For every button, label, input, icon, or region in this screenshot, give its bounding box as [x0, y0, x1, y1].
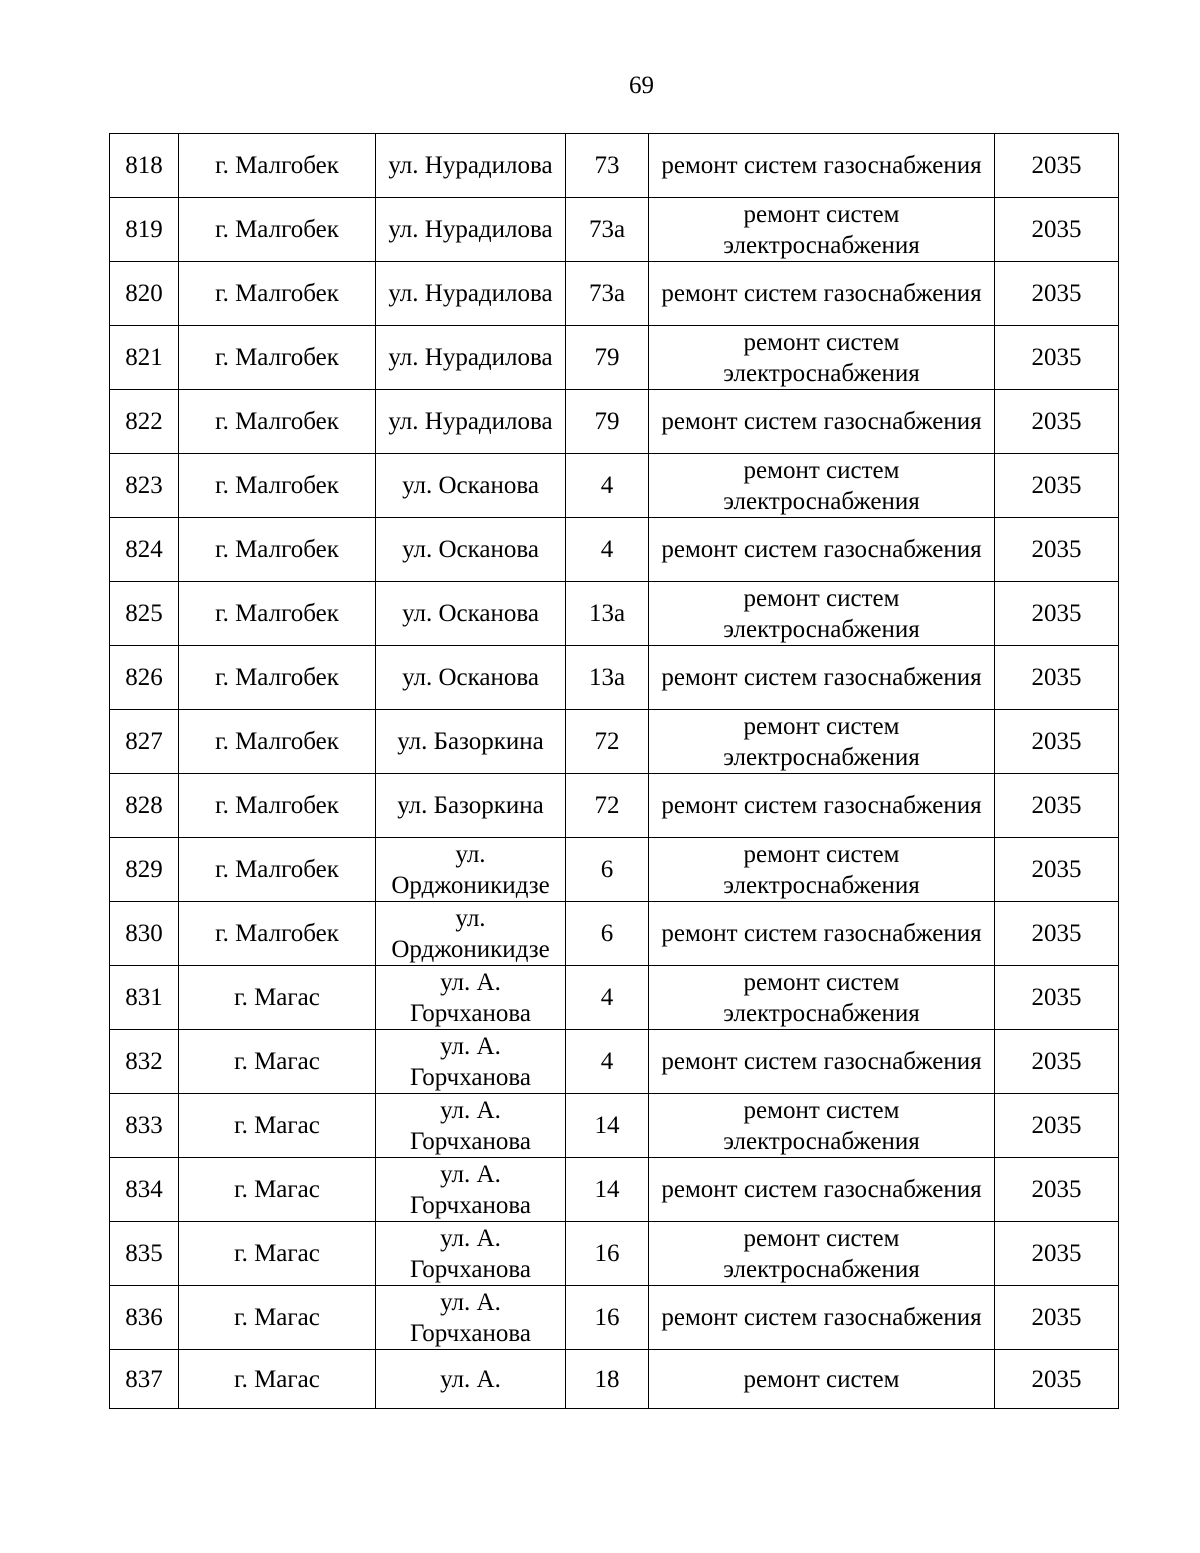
house-number-cell-text: 6 — [600, 920, 614, 947]
house-number-cell-text: 13а — [588, 600, 626, 627]
work-type-cell-text: ремонт систем электроснабжения — [723, 712, 920, 771]
table-row — [110, 646, 1119, 710]
year-cell — [995, 518, 1119, 582]
work-type-cell-text: ремонт систем газоснабжения — [661, 1176, 982, 1203]
house-number-cell-text: 72 — [594, 728, 620, 755]
row-number-text: 830 — [125, 920, 163, 947]
street-cell-text: ул. Базоркина — [397, 728, 544, 755]
house-number-cell — [566, 326, 649, 390]
city-cell-text: г. Малгобек — [215, 920, 339, 947]
house-number-cell — [566, 1094, 649, 1158]
year-cell-text: 2035 — [1031, 344, 1082, 371]
street-cell — [376, 198, 566, 262]
house-number-cell — [566, 390, 649, 454]
work-type-cell — [649, 966, 995, 1030]
year-cell-text: 2035 — [1031, 600, 1082, 627]
work-type-cell — [649, 838, 995, 902]
row-number — [110, 646, 179, 710]
row-number — [110, 134, 179, 198]
table-row — [110, 1222, 1119, 1286]
table-row — [110, 774, 1119, 838]
street-cell — [376, 774, 566, 838]
year-cell — [995, 774, 1119, 838]
house-number-cell-text: 14 — [594, 1112, 620, 1139]
street-cell-text: ул. А. Горчханова — [410, 1032, 531, 1091]
street-cell — [376, 518, 566, 582]
work-type-cell — [649, 1350, 995, 1409]
street-cell — [376, 1030, 566, 1094]
row-number — [110, 262, 179, 326]
street-cell-text: ул. Орджоникидзе — [391, 840, 550, 899]
street-cell — [376, 454, 566, 518]
house-number-cell — [566, 1030, 649, 1094]
street-cell-text: ул. А. Горчханова — [410, 1096, 531, 1155]
work-type-cell-text: ремонт систем газоснабжения — [661, 152, 982, 179]
row-number — [110, 902, 179, 966]
house-number-cell — [566, 1286, 649, 1350]
work-type-cell — [649, 326, 995, 390]
city-cell-text: г. Малгобек — [215, 152, 339, 179]
table-row — [110, 198, 1119, 262]
row-number — [110, 1222, 179, 1286]
work-type-cell — [649, 390, 995, 454]
work-type-cell-text: ремонт систем электроснабжения — [723, 584, 920, 643]
house-number-cell-text: 73а — [588, 280, 626, 307]
city-cell — [179, 390, 376, 454]
street-cell-text: ул. Осканова — [402, 536, 539, 563]
house-number-cell-text: 18 — [594, 1365, 620, 1393]
row-number-text: 826 — [125, 664, 163, 691]
year-cell — [995, 1350, 1119, 1409]
house-number-cell — [566, 134, 649, 198]
city-cell — [179, 966, 376, 1030]
house-number-cell-text: 6 — [600, 856, 614, 883]
row-number — [110, 1094, 179, 1158]
year-cell — [995, 326, 1119, 390]
year-cell-text: 2035 — [1031, 280, 1082, 307]
table-row — [110, 390, 1119, 454]
row-number-text: 818 — [125, 152, 163, 179]
city-cell-text: г. Магас — [234, 1176, 320, 1203]
work-type-cell — [649, 518, 995, 582]
street-cell — [376, 902, 566, 966]
year-cell — [995, 454, 1119, 518]
work-type-cell-text: ремонт систем газоснабжения — [661, 792, 982, 819]
year-cell — [995, 262, 1119, 326]
year-cell — [995, 710, 1119, 774]
street-cell — [376, 134, 566, 198]
year-cell — [995, 134, 1119, 198]
city-cell — [179, 1094, 376, 1158]
work-type-cell-text: ремонт систем электроснабжения — [723, 200, 920, 259]
row-number — [110, 774, 179, 838]
row-number-text: 832 — [125, 1048, 163, 1075]
house-number-cell-text: 73а — [588, 216, 626, 243]
work-type-cell — [649, 198, 995, 262]
table-row — [110, 710, 1119, 774]
year-cell — [995, 902, 1119, 966]
house-number-cell — [566, 518, 649, 582]
city-cell — [179, 518, 376, 582]
table-row — [110, 966, 1119, 1030]
city-cell-text: г. Малгобек — [215, 344, 339, 371]
city-cell-text: г. Магас — [234, 1048, 320, 1075]
city-cell-text: г. Малгобек — [215, 856, 339, 883]
street-cell — [376, 838, 566, 902]
year-cell-text: 2035 — [1031, 408, 1082, 435]
table-row — [110, 902, 1119, 966]
street-cell — [376, 326, 566, 390]
year-cell-text: 2035 — [1031, 856, 1082, 883]
year-cell-text: 2035 — [1031, 216, 1082, 243]
house-number-cell — [566, 838, 649, 902]
street-cell — [376, 262, 566, 326]
table-body — [110, 134, 1119, 1409]
street-cell-text: ул. А. — [440, 1365, 501, 1393]
year-cell-text: 2035 — [1031, 984, 1082, 1011]
city-cell-text: г. Малгобек — [215, 600, 339, 627]
house-number-cell — [566, 454, 649, 518]
work-type-cell-text: ремонт систем электроснабжения — [723, 840, 920, 899]
house-number-cell — [566, 710, 649, 774]
street-cell-text: ул. А. Горчханова — [410, 968, 531, 1027]
city-cell-text: г. Магас — [234, 984, 320, 1011]
street-cell-text: ул. Осканова — [402, 600, 539, 627]
table-row — [110, 1030, 1119, 1094]
year-cell-text: 2035 — [1031, 472, 1082, 499]
street-cell — [376, 646, 566, 710]
year-cell-text: 2035 — [1031, 536, 1082, 563]
house-number-cell-text: 16 — [594, 1240, 620, 1267]
year-cell-text: 2035 — [1031, 1048, 1082, 1075]
house-number-cell-text: 73 — [594, 152, 620, 179]
street-cell — [376, 710, 566, 774]
city-cell — [179, 198, 376, 262]
street-cell-text: ул. Нурадилова — [388, 152, 553, 179]
work-type-cell — [649, 134, 995, 198]
street-cell — [376, 1222, 566, 1286]
row-number — [110, 390, 179, 454]
table-row — [110, 838, 1119, 902]
row-number — [110, 1286, 179, 1350]
house-number-cell-text: 13а — [588, 664, 626, 691]
table-row — [110, 582, 1119, 646]
work-type-cell — [649, 710, 995, 774]
house-number-cell — [566, 198, 649, 262]
house-number-cell-text: 4 — [600, 472, 614, 499]
house-number-cell — [566, 582, 649, 646]
year-cell — [995, 966, 1119, 1030]
city-cell — [179, 1350, 376, 1409]
year-cell — [995, 1030, 1119, 1094]
work-type-cell — [649, 1286, 995, 1350]
row-number-text: 836 — [125, 1304, 163, 1331]
work-type-cell-text: ремонт систем электроснабжения — [723, 456, 920, 515]
year-cell — [995, 1094, 1119, 1158]
city-cell-text: г. Малгобек — [215, 216, 339, 243]
repair-schedule-table — [109, 133, 1119, 1409]
city-cell-text: г. Малгобек — [215, 664, 339, 691]
city-cell — [179, 710, 376, 774]
house-number-cell — [566, 902, 649, 966]
city-cell — [179, 902, 376, 966]
work-type-cell-text: ремонт систем электроснабжения — [723, 328, 920, 387]
year-cell-text: 2035 — [1031, 1240, 1082, 1267]
row-number — [110, 966, 179, 1030]
house-number-cell — [566, 262, 649, 326]
house-number-cell-text: 14 — [594, 1176, 620, 1203]
row-number-text: 828 — [125, 792, 163, 819]
table-row — [110, 1094, 1119, 1158]
house-number-cell — [566, 1350, 649, 1409]
street-cell-text: ул. Осканова — [402, 664, 539, 691]
street-cell-text: ул. Нурадилова — [388, 344, 553, 371]
city-cell — [179, 1030, 376, 1094]
city-cell-text: г. Малгобек — [215, 536, 339, 563]
house-number-cell-text: 16 — [594, 1304, 620, 1331]
row-number-text: 827 — [125, 728, 163, 755]
street-cell — [376, 390, 566, 454]
work-type-cell — [649, 454, 995, 518]
house-number-cell-text: 4 — [600, 984, 614, 1011]
row-number — [110, 838, 179, 902]
year-cell — [995, 1286, 1119, 1350]
work-type-cell-text: ремонт систем газоснабжения — [661, 1048, 982, 1075]
work-type-cell-text: ремонт систем электроснабжения — [723, 968, 920, 1027]
street-cell — [376, 1286, 566, 1350]
city-cell-text: г. Малгобек — [215, 408, 339, 435]
table-row — [110, 1158, 1119, 1222]
city-cell-text: г. Малгобек — [215, 728, 339, 755]
house-number-cell-text: 72 — [594, 792, 620, 819]
year-cell — [995, 1222, 1119, 1286]
street-cell-text: ул. Нурадилова — [388, 216, 553, 243]
city-cell-text: г. Малгобек — [215, 472, 339, 499]
street-cell — [376, 1094, 566, 1158]
work-type-cell — [649, 262, 995, 326]
house-number-cell — [566, 966, 649, 1030]
row-number-text: 822 — [125, 408, 163, 435]
city-cell-text: г. Малгобек — [215, 792, 339, 819]
year-cell-text: 2035 — [1031, 1176, 1082, 1203]
city-cell-text: г. Магас — [234, 1304, 320, 1331]
street-cell-text: ул. А. Горчханова — [410, 1224, 531, 1283]
city-cell-text: г. Магас — [234, 1112, 320, 1139]
row-number-text: 821 — [125, 344, 163, 371]
city-cell-text: г. Магас — [234, 1365, 320, 1393]
work-type-cell — [649, 1030, 995, 1094]
work-type-cell-text: ремонт систем газоснабжения — [661, 536, 982, 563]
year-cell — [995, 646, 1119, 710]
page-number: 69 — [629, 72, 654, 99]
year-cell-text: 2035 — [1031, 1304, 1082, 1331]
city-cell-text: г. Магас — [234, 1240, 320, 1267]
work-type-cell-text: ремонт систем — [743, 1365, 900, 1393]
work-type-cell — [649, 1094, 995, 1158]
table-row — [110, 134, 1119, 198]
city-cell — [179, 1222, 376, 1286]
work-type-cell — [649, 774, 995, 838]
house-number-cell-text: 79 — [594, 344, 620, 371]
table-row — [110, 1286, 1119, 1350]
city-cell — [179, 1158, 376, 1222]
row-number-text: 819 — [125, 216, 163, 243]
year-cell — [995, 198, 1119, 262]
table-row — [110, 262, 1119, 326]
year-cell — [995, 390, 1119, 454]
street-cell — [376, 582, 566, 646]
row-number-text: 820 — [125, 280, 163, 307]
row-number — [110, 1030, 179, 1094]
year-cell-text: 2035 — [1031, 1112, 1082, 1139]
work-type-cell-text: ремонт систем газоснабжения — [661, 920, 982, 947]
city-cell — [179, 774, 376, 838]
work-type-cell-text: ремонт систем газоснабжения — [661, 1304, 982, 1331]
row-number-text: 835 — [125, 1240, 163, 1267]
row-number-text: 825 — [125, 600, 163, 627]
row-number — [110, 326, 179, 390]
year-cell-text: 2035 — [1031, 792, 1082, 819]
house-number-cell-text: 79 — [594, 408, 620, 435]
row-number — [110, 518, 179, 582]
street-cell-text: ул. Нурадилова — [388, 280, 553, 307]
table-row — [110, 1350, 1119, 1409]
work-type-cell — [649, 902, 995, 966]
street-cell-text: ул. Нурадилова — [388, 408, 553, 435]
row-number-text: 837 — [125, 1365, 163, 1393]
street-cell — [376, 966, 566, 1030]
city-cell-text: г. Малгобек — [215, 280, 339, 307]
year-cell — [995, 582, 1119, 646]
row-number-text: 831 — [125, 984, 163, 1011]
work-type-cell-text: ремонт систем газоснабжения — [661, 280, 982, 307]
row-number-text: 833 — [125, 1112, 163, 1139]
row-number — [110, 454, 179, 518]
house-number-cell — [566, 774, 649, 838]
row-number — [110, 1350, 179, 1409]
city-cell — [179, 838, 376, 902]
year-cell-text: 2035 — [1031, 920, 1082, 947]
city-cell — [179, 262, 376, 326]
table-row — [110, 454, 1119, 518]
city-cell — [179, 1286, 376, 1350]
house-number-cell — [566, 646, 649, 710]
table-row — [110, 518, 1119, 582]
street-cell-text: ул. Осканова — [402, 472, 539, 499]
street-cell-text: ул. А. Горчханова — [410, 1288, 531, 1347]
row-number — [110, 710, 179, 774]
street-cell — [376, 1350, 566, 1409]
row-number-text: 823 — [125, 472, 163, 499]
row-number — [110, 198, 179, 262]
city-cell — [179, 326, 376, 390]
work-type-cell-text: ремонт систем газоснабжения — [661, 664, 982, 691]
year-cell-text: 2035 — [1031, 728, 1082, 755]
street-cell-text: ул. Орджоникидзе — [391, 904, 550, 963]
street-cell-text: ул. А. Горчханова — [410, 1160, 531, 1219]
house-number-cell-text: 4 — [600, 1048, 614, 1075]
work-type-cell — [649, 582, 995, 646]
row-number-text: 829 — [125, 856, 163, 883]
street-cell-text: ул. Базоркина — [397, 792, 544, 819]
work-type-cell — [649, 646, 995, 710]
table-row — [110, 326, 1119, 390]
house-number-cell-text: 4 — [600, 536, 614, 563]
city-cell — [179, 646, 376, 710]
city-cell — [179, 134, 376, 198]
year-cell — [995, 838, 1119, 902]
row-number-text: 824 — [125, 536, 163, 563]
year-cell-text: 2035 — [1031, 1365, 1082, 1393]
row-number — [110, 582, 179, 646]
year-cell-text: 2035 — [1031, 664, 1082, 691]
house-number-cell — [566, 1158, 649, 1222]
city-cell — [179, 582, 376, 646]
work-type-cell-text: ремонт систем электроснабжения — [723, 1096, 920, 1155]
year-cell — [995, 1158, 1119, 1222]
city-cell — [179, 454, 376, 518]
row-number — [110, 1158, 179, 1222]
year-cell-text: 2035 — [1031, 152, 1082, 179]
house-number-cell — [566, 1222, 649, 1286]
row-number-text: 834 — [125, 1176, 163, 1203]
work-type-cell — [649, 1222, 995, 1286]
work-type-cell — [649, 1158, 995, 1222]
street-cell — [376, 1158, 566, 1222]
work-type-cell-text: ремонт систем электроснабжения — [723, 1224, 920, 1283]
work-type-cell-text: ремонт систем газоснабжения — [661, 408, 982, 435]
